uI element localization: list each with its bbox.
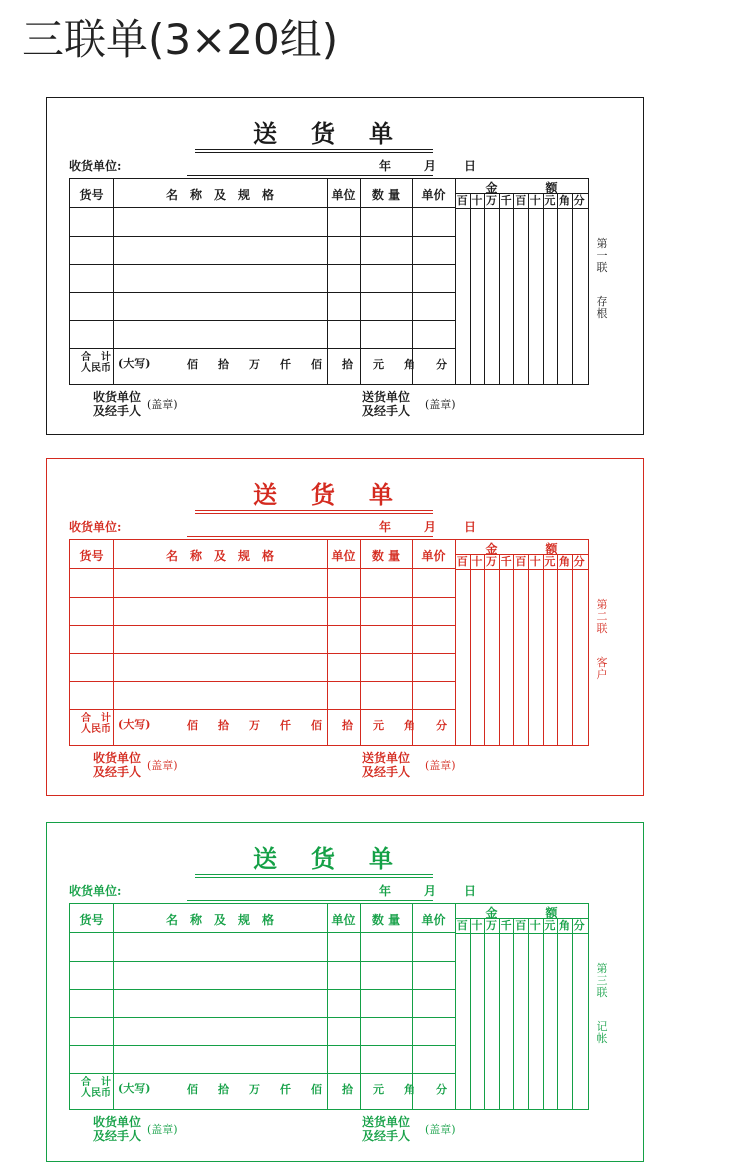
row-line bbox=[70, 320, 455, 321]
sender-sign-line2: 及经手人 bbox=[362, 404, 411, 418]
title-underline bbox=[195, 149, 433, 153]
sender-stamp: (盖章) bbox=[425, 1123, 456, 1136]
digit-header: 十 bbox=[529, 555, 541, 568]
sender-stamp: (盖章) bbox=[425, 398, 456, 411]
digit-header: 万 bbox=[485, 194, 497, 207]
total-unit: 拾 bbox=[218, 719, 229, 732]
total-unit: 仟 bbox=[280, 719, 291, 732]
total-unit: 万 bbox=[249, 719, 260, 732]
digit-header: 百 bbox=[456, 919, 468, 932]
row-line bbox=[70, 348, 455, 349]
total-unit: 佰 bbox=[311, 1083, 322, 1096]
copy-purpose: 客户 bbox=[596, 656, 608, 681]
digit-header: 角 bbox=[558, 194, 570, 207]
row-line bbox=[70, 597, 455, 598]
row-line bbox=[70, 653, 455, 654]
digit-column-line bbox=[572, 919, 573, 1109]
total-unit: 分 bbox=[436, 1083, 447, 1096]
receiver-stamp: (盖章) bbox=[147, 759, 178, 772]
date-day: 日 bbox=[464, 884, 477, 898]
digit-header: 十 bbox=[529, 194, 541, 207]
total-label: 合 计 bbox=[81, 352, 111, 363]
column-line bbox=[113, 904, 114, 1109]
row-line bbox=[70, 1017, 455, 1018]
receiver-sign-line2: 及经手人 bbox=[93, 1129, 142, 1143]
digit-column-line bbox=[543, 194, 544, 384]
total-unit: 拾 bbox=[218, 358, 229, 371]
sender-sign-line2: 及经手人 bbox=[362, 1129, 411, 1143]
date-month: 月 bbox=[424, 884, 437, 898]
header-line bbox=[70, 932, 455, 933]
digit-column-line bbox=[484, 919, 485, 1109]
sender-sign-line2: 及经手人 bbox=[362, 765, 411, 779]
column-line bbox=[412, 904, 413, 1109]
total-unit: 元 bbox=[373, 719, 384, 732]
digit-header: 千 bbox=[500, 194, 512, 207]
header-quantity: 数 量 bbox=[371, 188, 401, 202]
date-day: 日 bbox=[464, 520, 477, 534]
receiver-sign-line1: 收货单位 bbox=[93, 1115, 142, 1129]
header-quantity: 数 量 bbox=[371, 913, 401, 927]
sender-sign-line1: 送货单位 bbox=[362, 751, 411, 765]
delivery-note-form bbox=[46, 97, 644, 435]
sender-sign-line1: 送货单位 bbox=[362, 1115, 411, 1129]
digit-column-line bbox=[499, 194, 500, 384]
digit-header: 百 bbox=[515, 919, 527, 932]
header-amount: 金 额 bbox=[485, 181, 558, 195]
header-quantity: 数 量 bbox=[371, 549, 401, 563]
digit-header: 元 bbox=[544, 919, 556, 932]
total-unit: 仟 bbox=[280, 1083, 291, 1096]
digit-header: 百 bbox=[515, 194, 527, 207]
digit-column-line bbox=[513, 919, 514, 1109]
digit-column-line bbox=[528, 194, 529, 384]
rmb-label: 人民币 bbox=[81, 363, 111, 374]
goods-table bbox=[69, 539, 589, 746]
receiver-label: 收货单位: bbox=[69, 520, 122, 534]
row-line bbox=[70, 681, 455, 682]
header-name-spec: 名 称 及 规 格 bbox=[165, 549, 274, 563]
digit-column-line bbox=[484, 194, 485, 384]
total-unit: 拾 bbox=[342, 1083, 353, 1096]
receiver-label: 收货单位: bbox=[69, 159, 122, 173]
goods-table bbox=[69, 178, 589, 385]
digit-column-line bbox=[557, 919, 558, 1109]
digit-header: 角 bbox=[558, 555, 570, 568]
daxie-label: (大写) bbox=[118, 357, 151, 370]
row-line bbox=[70, 1073, 455, 1074]
digit-header-line bbox=[455, 933, 588, 934]
digit-column-line bbox=[499, 919, 500, 1109]
row-line bbox=[70, 1045, 455, 1046]
digit-header: 万 bbox=[485, 919, 497, 932]
digit-column-line bbox=[557, 194, 558, 384]
total-unit: 佰 bbox=[187, 358, 198, 371]
amount-column-line bbox=[455, 904, 456, 1109]
column-line bbox=[360, 904, 361, 1109]
column-line bbox=[412, 179, 413, 384]
goods-table bbox=[69, 903, 589, 1110]
sender-sign-line1: 送货单位 bbox=[362, 390, 411, 404]
header-name-spec: 名 称 及 规 格 bbox=[165, 913, 274, 927]
digit-header: 千 bbox=[500, 919, 512, 932]
column-line bbox=[360, 540, 361, 745]
header-amount: 金 额 bbox=[485, 542, 558, 556]
column-line bbox=[412, 540, 413, 745]
date-month: 月 bbox=[424, 159, 437, 173]
total-unit: 拾 bbox=[342, 719, 353, 732]
total-unit: 角 bbox=[404, 358, 415, 371]
total-label: 合 计 bbox=[81, 713, 111, 724]
digit-header: 万 bbox=[485, 555, 497, 568]
header-item-no: 货号 bbox=[79, 549, 104, 563]
total-unit: 万 bbox=[249, 1083, 260, 1096]
total-unit: 佰 bbox=[311, 358, 322, 371]
digit-header: 分 bbox=[573, 919, 585, 932]
rmb-label: 人民币 bbox=[81, 724, 111, 735]
receiver-label: 收货单位: bbox=[69, 884, 122, 898]
title-underline bbox=[195, 510, 433, 514]
total-unit: 拾 bbox=[218, 1083, 229, 1096]
receiver-sign-line2: 及经手人 bbox=[93, 404, 142, 418]
total-unit: 元 bbox=[373, 1083, 384, 1096]
column-line bbox=[327, 904, 328, 1109]
receiver-stamp: (盖章) bbox=[147, 1123, 178, 1136]
column-line bbox=[113, 179, 114, 384]
header-name-spec: 名 称 及 规 格 bbox=[165, 188, 274, 202]
header-unit: 单位 bbox=[331, 549, 356, 563]
column-line bbox=[360, 179, 361, 384]
sender-stamp: (盖章) bbox=[425, 759, 456, 772]
date-day: 日 bbox=[464, 159, 477, 173]
header-unit-price: 单价 bbox=[421, 913, 446, 927]
digit-column-line bbox=[528, 919, 529, 1109]
column-line bbox=[113, 540, 114, 745]
daxie-label: (大写) bbox=[118, 1082, 151, 1095]
header-unit: 单位 bbox=[331, 913, 356, 927]
digit-header: 百 bbox=[456, 194, 468, 207]
header-unit-price: 单价 bbox=[421, 188, 446, 202]
copy-label: 第二联 bbox=[596, 598, 608, 635]
digit-header-line bbox=[455, 569, 588, 570]
row-line bbox=[70, 236, 455, 237]
digit-header: 元 bbox=[544, 555, 556, 568]
receiver-sign-line1: 收货单位 bbox=[93, 751, 142, 765]
date-year: 年 bbox=[379, 520, 392, 534]
date-month: 月 bbox=[424, 520, 437, 534]
digit-column-line bbox=[528, 555, 529, 745]
form-title: 送货单 bbox=[253, 844, 427, 873]
column-line bbox=[327, 540, 328, 745]
row-line bbox=[70, 989, 455, 990]
digit-column-line bbox=[470, 919, 471, 1109]
digit-column-line bbox=[484, 555, 485, 745]
receiver-stamp: (盖章) bbox=[147, 398, 178, 411]
row-line bbox=[70, 292, 455, 293]
total-unit: 佰 bbox=[311, 719, 322, 732]
total-unit: 元 bbox=[373, 358, 384, 371]
header-unit: 单位 bbox=[331, 188, 356, 202]
daxie-label: (大写) bbox=[118, 718, 151, 731]
title-underline bbox=[195, 874, 433, 878]
copy-purpose: 记帐 bbox=[596, 1020, 608, 1045]
row-line bbox=[70, 625, 455, 626]
receiver-sign-line1: 收货单位 bbox=[93, 390, 142, 404]
total-label: 合 计 bbox=[81, 1077, 111, 1088]
header-line bbox=[70, 207, 455, 208]
header-amount: 金 额 bbox=[485, 906, 558, 920]
digit-header: 角 bbox=[558, 919, 570, 932]
digit-header: 十 bbox=[471, 555, 483, 568]
copy-label: 第一联 bbox=[596, 237, 608, 274]
digit-column-line bbox=[543, 555, 544, 745]
digit-header: 分 bbox=[573, 555, 585, 568]
delivery-note-form bbox=[46, 822, 644, 1162]
digit-header: 百 bbox=[456, 555, 468, 568]
digit-column-line bbox=[499, 555, 500, 745]
digit-column-line bbox=[513, 194, 514, 384]
digit-header: 十 bbox=[471, 194, 483, 207]
receiver-sign-line2: 及经手人 bbox=[93, 765, 142, 779]
page-title: 三联单(3×20组) bbox=[22, 15, 339, 64]
digit-header-line bbox=[455, 208, 588, 209]
digit-column-line bbox=[557, 555, 558, 745]
total-unit: 仟 bbox=[280, 358, 291, 371]
total-unit: 佰 bbox=[187, 719, 198, 732]
digit-header: 百 bbox=[515, 555, 527, 568]
form-title: 送货单 bbox=[253, 119, 427, 148]
header-line bbox=[70, 568, 455, 569]
header-item-no: 货号 bbox=[79, 913, 104, 927]
rmb-label: 人民币 bbox=[81, 1088, 111, 1099]
amount-column-line bbox=[455, 179, 456, 384]
digit-column-line bbox=[572, 555, 573, 745]
form-title: 送货单 bbox=[253, 480, 427, 509]
total-unit: 角 bbox=[404, 719, 415, 732]
header-unit-price: 单价 bbox=[421, 549, 446, 563]
delivery-note-form bbox=[46, 458, 644, 796]
total-unit: 分 bbox=[436, 358, 447, 371]
total-unit: 拾 bbox=[342, 358, 353, 371]
header-item-no: 货号 bbox=[79, 188, 104, 202]
digit-column-line bbox=[513, 555, 514, 745]
amount-column-line bbox=[455, 540, 456, 745]
digit-header: 十 bbox=[471, 919, 483, 932]
column-line bbox=[327, 179, 328, 384]
date-year: 年 bbox=[379, 159, 392, 173]
row-line bbox=[70, 264, 455, 265]
total-unit: 万 bbox=[249, 358, 260, 371]
digit-column-line bbox=[470, 194, 471, 384]
row-line bbox=[70, 961, 455, 962]
total-unit: 分 bbox=[436, 719, 447, 732]
total-unit: 佰 bbox=[187, 1083, 198, 1096]
digit-column-line bbox=[572, 194, 573, 384]
copy-purpose: 存根 bbox=[596, 295, 608, 320]
date-year: 年 bbox=[379, 884, 392, 898]
copy-label: 第三联 bbox=[596, 962, 608, 999]
row-line bbox=[70, 709, 455, 710]
digit-column-line bbox=[470, 555, 471, 745]
digit-header: 千 bbox=[500, 555, 512, 568]
digit-header: 分 bbox=[573, 194, 585, 207]
digit-header: 十 bbox=[529, 919, 541, 932]
digit-column-line bbox=[543, 919, 544, 1109]
total-unit: 角 bbox=[404, 1083, 415, 1096]
digit-header: 元 bbox=[544, 194, 556, 207]
